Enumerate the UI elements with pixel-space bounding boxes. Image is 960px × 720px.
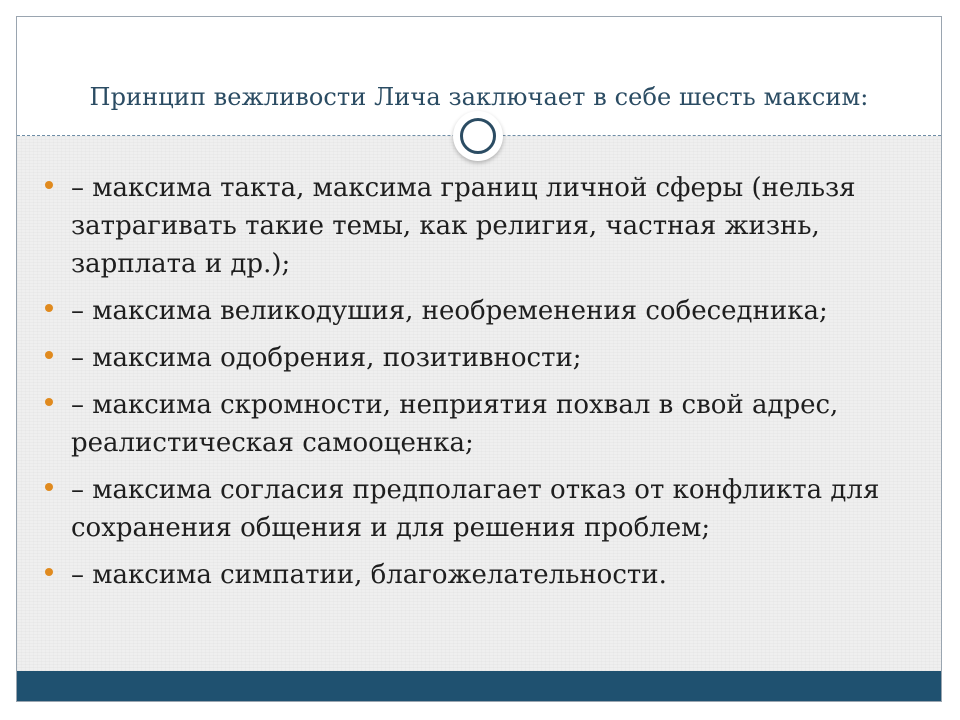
dot-icon (45, 398, 53, 406)
bullet-item (41, 556, 911, 594)
dot-icon (45, 568, 53, 576)
ring-icon (453, 111, 503, 161)
bullet-item (41, 471, 911, 547)
bullet-text: – максима великодушия, необременения собеседника; (71, 296, 828, 326)
bullet-text: – максима скромности, неприятия похвал в свой адрес, реалистическая самооценка; (71, 390, 839, 458)
bullet-item (41, 386, 911, 462)
bullet-list (41, 169, 911, 603)
bullet-item (41, 339, 911, 377)
dot-icon (45, 483, 53, 491)
slide-title: Принцип вежливости Лича заключает в себе шесть максим: (89, 83, 869, 111)
bullet-text: – максима такта, максима границ личной сферы (нельзя затрагивать такие темы, как религия, частная жизнь, зарплата и др.); (71, 173, 856, 279)
bullet-text: – максима симпатии, благожелательности. (71, 560, 667, 590)
dot-icon (45, 351, 53, 359)
bullet-text: – максима согласия предполагает отказ от конфликта для сохранения общения и для решения проблем; (71, 475, 880, 543)
bullet-item (41, 169, 911, 283)
bullet-text: – максима одобрения, позитивности; (71, 343, 582, 373)
slide-frame (16, 16, 942, 702)
bullet-item (41, 292, 911, 330)
dot-icon (45, 181, 53, 189)
footer-bar (17, 671, 941, 701)
dot-icon (45, 304, 53, 312)
